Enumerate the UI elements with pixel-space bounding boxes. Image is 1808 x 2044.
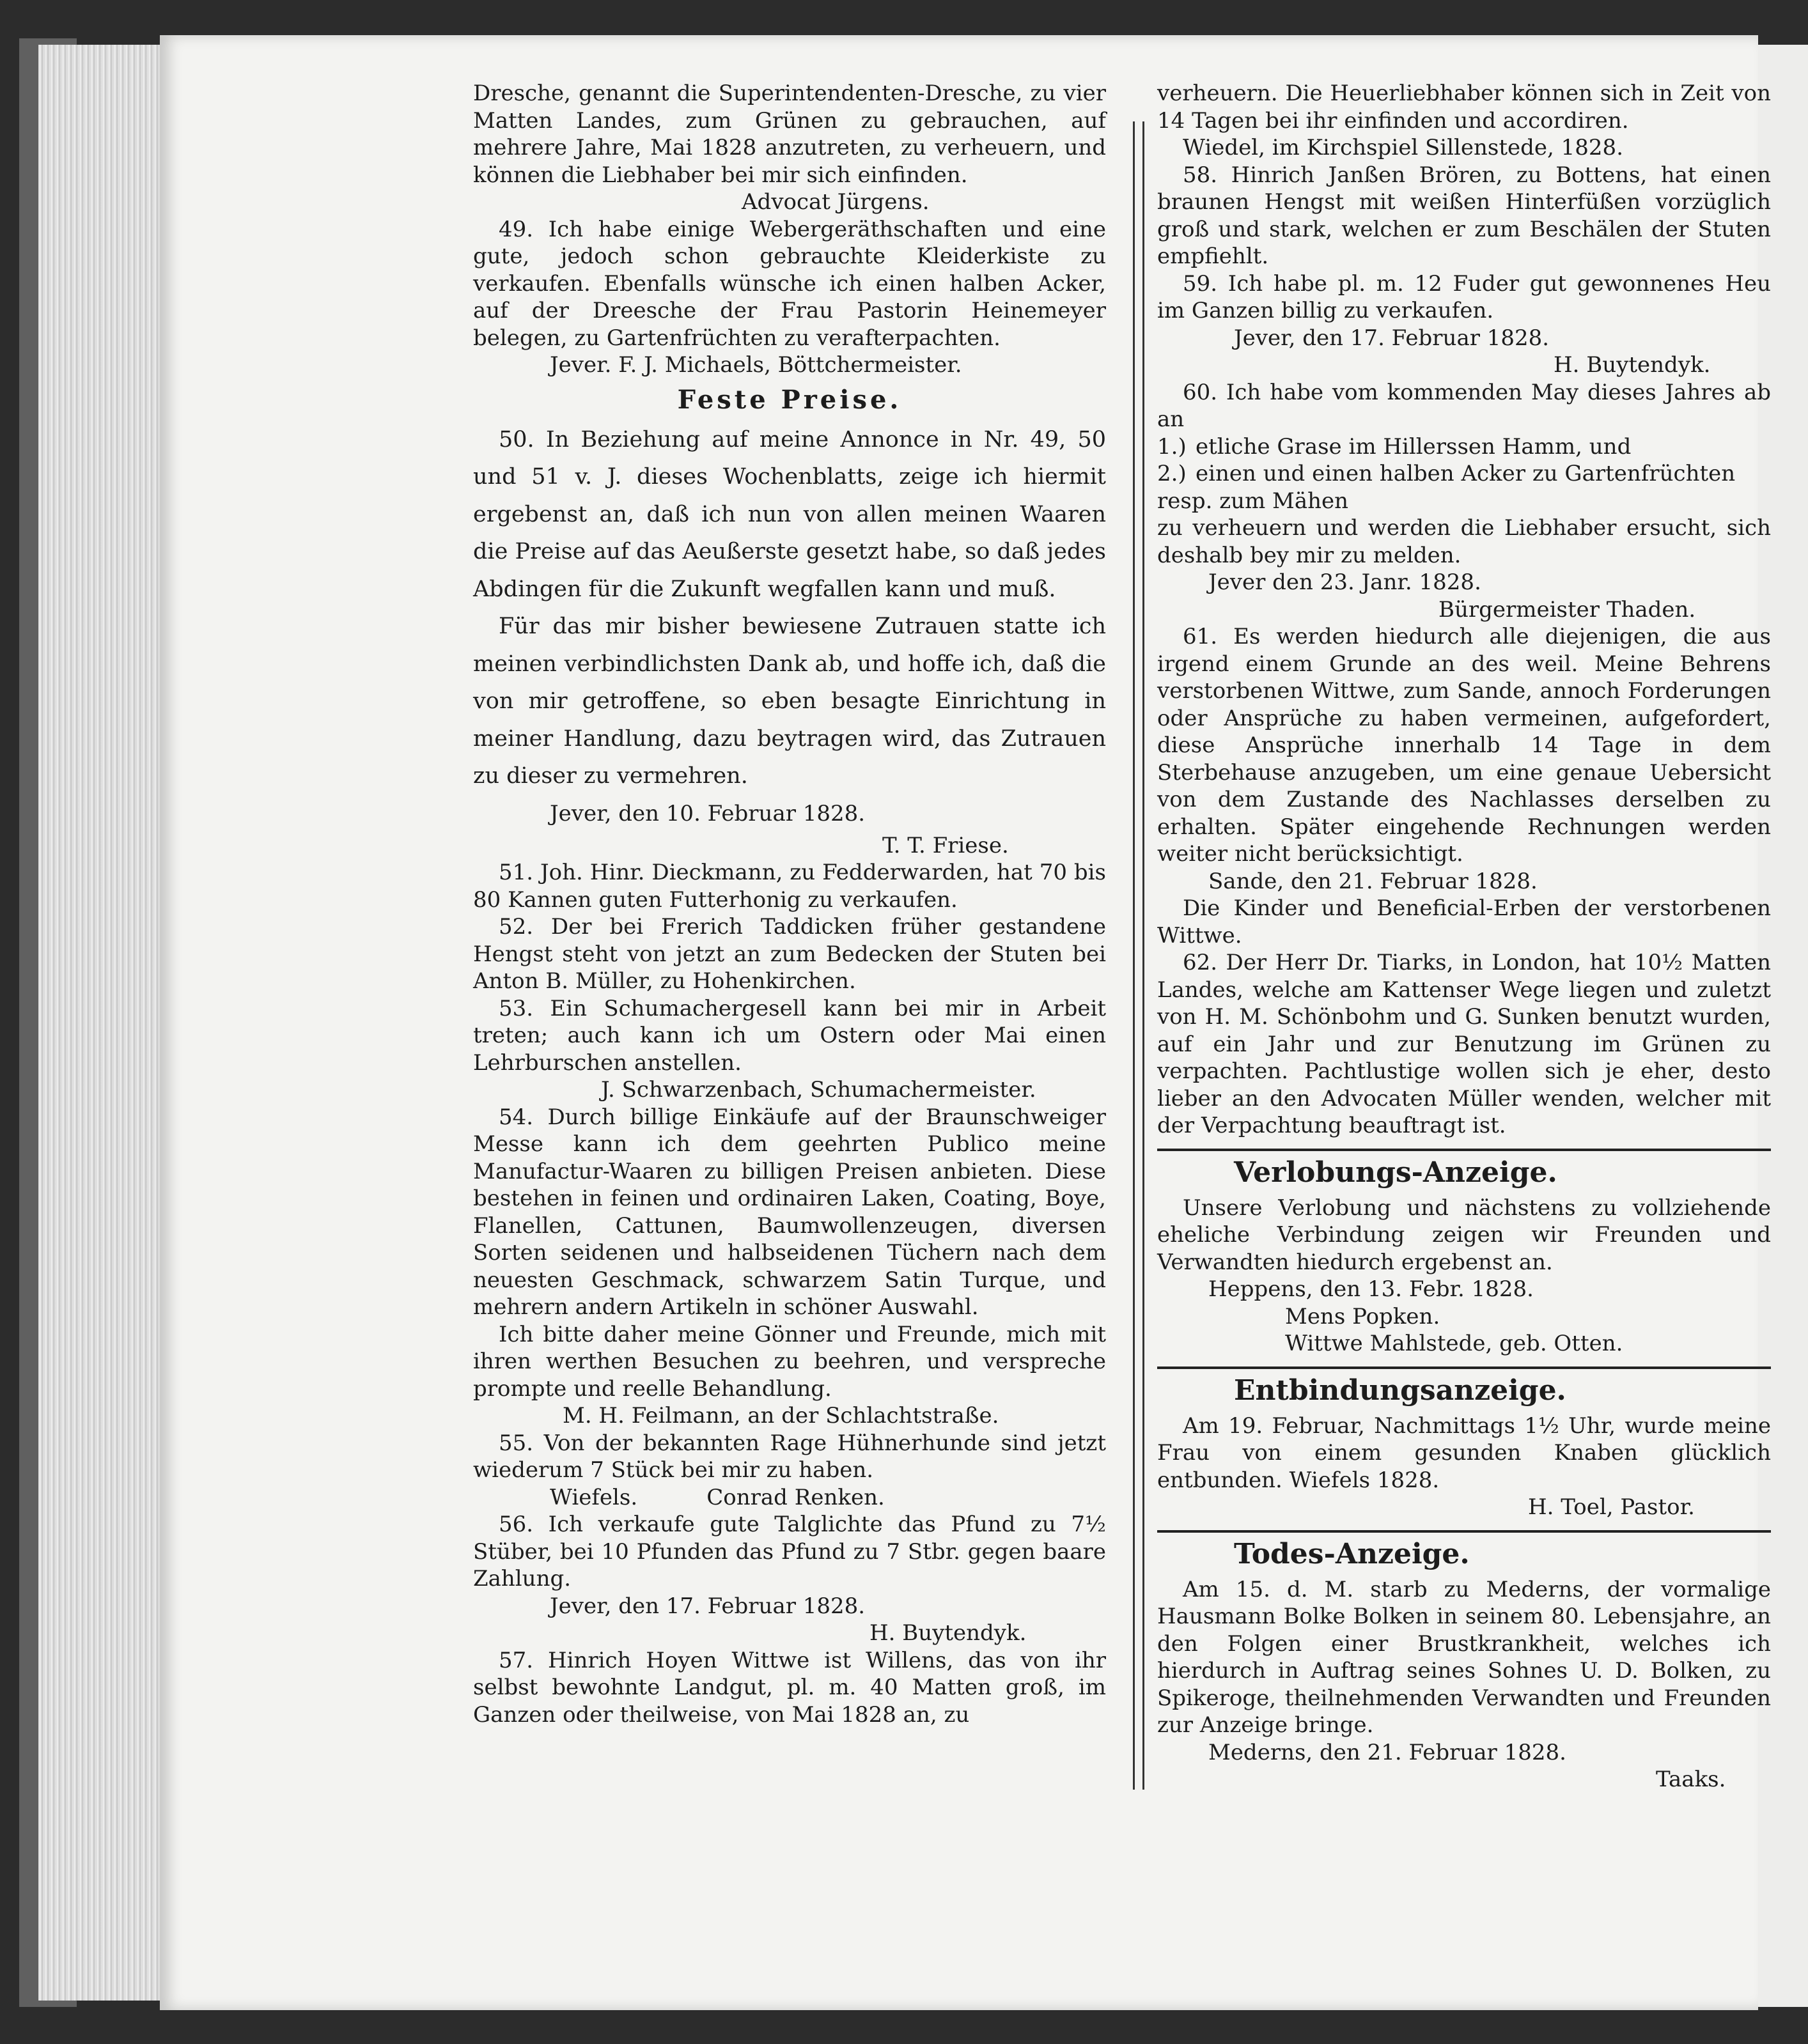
ad-60-list-item-2: 2.) einen und einen halben Acker zu Gartenfrüchten resp. zum Mähen [1157,461,1736,514]
ad-50-place-date: Jever, den 10. Februar 1828. [550,800,866,826]
list-number: 1.) [1157,433,1187,460]
verlobung-text: Unsere Verlobung und nächstens zu vollziehende eheliche Verbindung zeigen wir Freunden und Verwandten hiedurch ergebenst an. [1157,1195,1771,1275]
ad-49-text: 49. Ich habe einige Webergeräthschaften und eine gute, jedoch schon gebrauchte Kleiderkiste zu verkaufen. Ebenfalls wünsche ich einen halben Acker, auf der Dreesche der Frau Pastorin Heinemeyer belegen, zu Gartenfrüchten zu verafterpachten. [473,216,1106,351]
ad-53-signature: J. Schwarzenbach, Schumachermeister. [601,1077,1036,1103]
ad-58-text: 58. Hinrich Janßen Brören, zu Bottens, hat einen braunen Hengst mit weißen Hinterfüßen vorzüglich groß und stark, welchen er zum Beschälen der Stuten empfiehlt. [1157,162,1771,269]
right-column [1157,80,1771,1793]
verlobung-place-date: Heppens, den 13. Febr. 1828. [1208,1276,1534,1302]
ad-61-signature: Die Kinder und Beneficial-Erben der verstorbenen Wittwe. [1157,895,1771,948]
ad-61-text: 61. Es werden hiedurch alle diejenigen, die aus irgend einem Grunde an des weil. Meine Behrens verstorbenen Wittwe, zum Sande, annoch Forderungen oder Ansprüche zu haben vermeinen, aufgefordert, diese Ansprüche innerhalb 14 Tage in dem Sterbehause anzugeben, um eine genaue Uebersicht von dem Zustande des Nachlasses derselben zu erhalten. Später eingehende Rechnungen werden weiter nicht berücksichtigt. [1157,624,1771,867]
section-rule [1157,1149,1771,1151]
ad-intro-signature: Advocat Jürgens. [742,189,930,215]
ad-60-list-item-1: 1.) etliche Grase im Hillerssen Hamm, und [1157,433,1632,460]
ad-62-text: 62. Der Herr Dr. Tiarks, in London, hat 10½ Matten Landes, welche am Kattenser Wege liegen und zuletzt von H. M. Schönbohm und G. Sunken benutzt wurden, auf ein Jahr und zur Benutzung im Grünen zu verpachten. Pachtlustige wollen sich je eher, desto lieber an den Advocaten Müller wenden, welcher mit der Verpachtung beauftragt ist. [1157,950,1771,1138]
ad-56-text: 56. Ich verkaufe gute Talglichte das Pfund zu 7½ Stüber, bei 10 Pfunden das Pfund zu 7 Stbr. gegen baare Zahlung. [473,1512,1106,1591]
ad-57-text: 57. Hinrich Hoyen Wittwe ist Willens, das von ihr selbst bewohnte Landgut, pl. m. 40 Matten groß, im Ganzen oder theilweise, von Mai 1828 an, zu [473,1647,1106,1728]
todes-text: Am 15. d. M. starb zu Mederns, der vormalige Hausmann Bolke Bolken in seinem 80. Lebensjahre, an den Folgen einer Brustkrankheit, welches ich hierdurch in Auftrag seines Sohnes U. D. Bolken, zu Spikeroge, theilnehmenden Verwandten und Freunden zur Anzeige bringe. [1157,1576,1771,1738]
ad-55-text: 55. Von der bekannten Rage Hühnerhunde sind jetzt wiederum 7 Stück bei mir zu haben. [473,1430,1106,1483]
ad-59-place-date: Jever, den 17. Februar 1828. [1234,325,1550,351]
ad-60-place-date: Jever den 23. Janr. 1828. [1208,569,1481,595]
ad-60-signature: Bürgermeister Thaden. [1438,596,1696,623]
ad-56-place-date: Jever, den 17. Februar 1828. [550,1593,866,1619]
ad-50-text: 50. In Beziehung auf meine Annonce in Nr. 49, 50 und 51 v. J. dieses Wochenblatts, zeige ich hiermit ergebenst an, daß ich nun von allen meinen Waaren die Preise auf das Aeußerste gesetzt habe, so daß jedes Abdingen für die Zukunft wegfallen kann und muß. [473,426,1106,602]
section-rule [1157,1367,1771,1369]
list-number: 2.) [1157,461,1187,486]
section-rule [1157,1530,1771,1533]
ad-59-text: 59. Ich habe pl. m. 12 Fuder gut gewonnenes Heu im Ganzen billig zu verkaufen. [1157,270,1771,323]
verlobung-signature-1: Mens Popken. [1285,1303,1440,1329]
ad-60-text-continued: zu verheuern und werden die Liebhaber ersucht, sich deshalb bey mir zu melden. [1157,515,1771,568]
ad-61-place-date: Sande, den 21. Februar 1828. [1208,868,1538,894]
column-divider [1133,121,1144,1790]
ad-54-text: 54. Durch billige Einkäufe auf der Braunschweiger Messe kann ich dem geehrten Publico meine Manufactur-Waaren zu billigen Preisen anbieten. Diese bestehen in feinen und ordinairen Laken, Coating, Boye, Flanellen, Cattunen, Baumwollenzeugen, diversen Sorten seidenen und halbseidenen Tüchern nach dem neuesten Geschmack, schwarzem Satin Turque, und mehrern andern Artikeln in schöner Auswahl. [473,1104,1106,1320]
ad-60-text: 60. Ich habe vom kommenden May dieses Jahres ab an [1157,379,1771,432]
heading-verlobungs-anzeige: Verlobungs-Anzeige. [1234,1156,1557,1189]
todes-signature: Taaks. [1656,1767,1726,1792]
todes-place-date: Mederns, den 21. Februar 1828. [1208,1739,1566,1765]
verlobung-signature-2: Wittwe Mahlstede, geb. Otten. [1285,1331,1623,1356]
heading-entbindungsanzeige: Entbindungsanzeige. [1234,1374,1566,1407]
left-column [473,80,1106,1728]
heading-todes-anzeige: Todes-Anzeige. [1234,1537,1470,1570]
ad-50-signature: T. T. Friese. [882,832,1009,858]
ad-59-signature: H. Buytendyk. [1554,352,1711,378]
ad-49-signature: Jever. F. J. Michaels, Böttchermeister. [550,352,962,378]
ad-53-text: 53. Ein Schumachergesell kann bei mir in Arbeit treten; auch kann ich um Ostern oder Mai einen Lehrburschen anstellen. [473,995,1106,1076]
entbindung-text: Am 19. Februar, Nachmittags 1½ Uhr, wurde meine Frau von einem gesunden Knaben glücklich entbunden. Wiefels 1828. [1157,1413,1771,1493]
ad-57-text-continued: verheuern. Die Heuerliebhaber können sich in Zeit von 14 Tagen bei ihr einfinden und accordiren. [1157,81,1771,134]
ad-56-signature: H. Buytendyk. [869,1620,1027,1646]
ad-52-text: 52. Der bei Frerich Taddicken früher gestandene Hengst steht von jetzt an zum Bedecken der Stuten bei Anton B. Müller, zu Hohenkirchen. [473,914,1106,994]
entbindung-signature: H. Toel, Pastor. [1528,1494,1695,1520]
ad-intro-text: Dresche, genannt die Superintendenten-Dresche, zu vier Matten Landes, zum Grünen zu gebrauchen, auf mehrere Jahre, Mai 1828 anzutreten, zu verheuern, und können die Liebhaber bei mir sich einfinden. [473,81,1106,188]
heading-feste-preise: Feste Preise. [677,384,902,415]
ad-57-place-date: Wiedel, im Kirchspiel Sillenstede, 1828. [1183,135,1623,160]
book-page-edges [38,45,160,2001]
ad-54-signature: M. H. Feilmann, an der Schlachtstraße. [563,1403,999,1428]
ad-50-text-continued: Für das mir bisher bewiesene Zutrauen statte ich meinen verbindlichsten Dank ab, und hoffe ich, daß die von mir getroffene, so eben besagte Einrichtung in meiner Handlung, dazu beytragen wird, das Zutrauen zu dieser zu vermehren. [473,614,1106,789]
ad-51-text: 51. Joh. Hinr. Dieckmann, zu Fedderwarden, hat 70 bis 80 Kannen guten Futterhonig zu verkaufen. [473,860,1106,913]
ad-55-signature: Wiefels. Conrad Renken. [550,1484,885,1510]
ad-54-text-continued: Ich bitte daher meine Gönner und Freunde, mich mit ihren werthen Besuchen zu beehren, und verspreche prompte und reelle Behandlung. [473,1321,1106,1402]
